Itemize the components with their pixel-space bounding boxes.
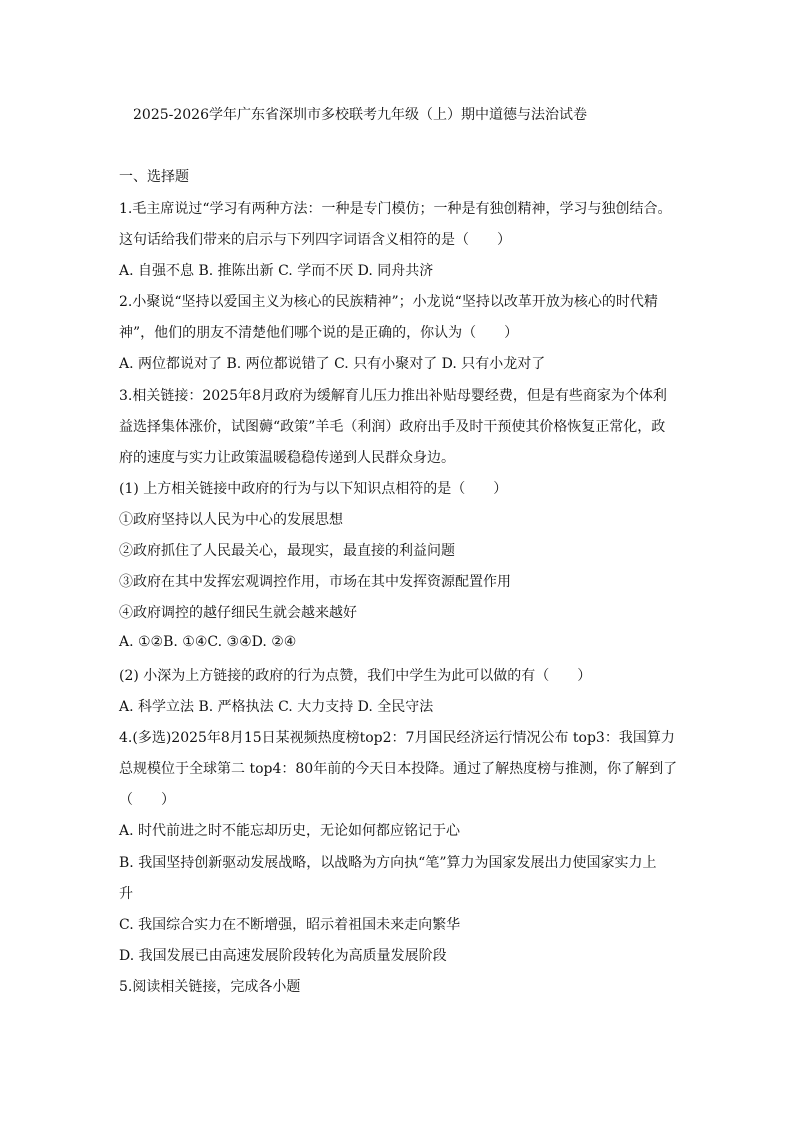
q4-option-d: D. 我国发展已由高速发展阶段转化为高质量发展阶段: [119, 948, 447, 964]
exam-title: 2025-2026学年广东省深圳市多校联考九年级（上）期中道德与法治试卷: [133, 107, 587, 123]
q4-line-2: 总规模位于全球第二 top4：80年前的今天日本投降。通过了解热度榜与推测，你了解到了: [119, 761, 678, 777]
section-heading: 一、选择题: [119, 169, 189, 185]
q3-line-3: 府的速度与实力让政策温暖稳稳传递到人民群众身边。: [119, 450, 455, 466]
q3-sub2-options: A. 科学立法 B. 严格执法 C. 大力支持 D. 全民守法: [119, 699, 434, 715]
q3-statement-4: ④政府调控的越仔细民生就会越来越好: [119, 605, 357, 621]
q3-statement-1: ①政府坚持以人民为中心的发展思想: [119, 512, 343, 528]
q3-line-1: 3.相关链接：2025年8月政府为缓解育儿压力推出补贴母婴经费，但是有些商家为个体利: [119, 388, 667, 404]
q2-options: A. 两位都说对了 B. 两位都说错了 C. 只有小聚对了 D. 只有小龙对了: [119, 356, 546, 372]
q3-statement-3: ③政府在其中发挥宏观调控作用，市场在其中发挥资源配置作用: [119, 574, 511, 590]
q2-line-1: 2.小聚说“坚持以爱国主义为核心的民族精神”；小龙说“坚持以改革开放为核心的时代精: [119, 294, 658, 310]
q4-line-3: （ ）: [119, 792, 175, 808]
q4-option-b-cont: 升: [119, 886, 133, 902]
q1-line-1: 1.毛主席说过“学习有两种方法：一种是专门模仿；一种是有独创精神，学习与独创结合。: [119, 201, 672, 217]
q1-line-2: 这句话给我们带来的启示与下列四字词语含义相符的是（ ）: [119, 232, 511, 248]
q2-line-2: 神”，他们的朋友不清楚他们哪个说的是正确的，你认为（ ）: [119, 325, 519, 341]
q4-option-a: A. 时代前进之时不能忘却历史，无论如何都应铭记于心: [119, 823, 461, 839]
q5-stem: 5.阅读相关链接，完成各小题: [119, 979, 301, 995]
q3-statement-2: ②政府抓住了人民最关心，最现实，最直接的利益问题: [119, 543, 455, 559]
q4-option-b: B. 我国坚持创新驱动发展战略，以战略为方向执“笔”算力为国家发展出力使国家实力上: [119, 855, 657, 871]
q3-sub1-options: A. ①②B. ①④C. ③④D. ②④: [119, 634, 297, 650]
q4-line-1: 4.(多选)2025年8月15日某视频热度榜top2：7月国民经济运行情况公布 top3：我国算力: [119, 730, 675, 746]
q3-line-2: 益选择集体涨价，试图薅“政策”羊毛（利润）政府出手及时干预使其价格恢复正常化，政: [119, 419, 666, 435]
q3-sub2-stem: (2) 小深为上方链接的政府的行为点赞，我们中学生为此可以做的有（ ）: [119, 668, 592, 684]
q1-options: A. 自强不息 B. 推陈出新 C. 学而不厌 D. 同舟共济: [119, 263, 434, 279]
q4-option-c: C. 我国综合实力在不断增强，昭示着祖国未来走向繁华: [119, 917, 461, 933]
q3-sub1-stem: (1) 上方相关链接中政府的行为与以下知识点相符的是（ ）: [119, 481, 508, 497]
